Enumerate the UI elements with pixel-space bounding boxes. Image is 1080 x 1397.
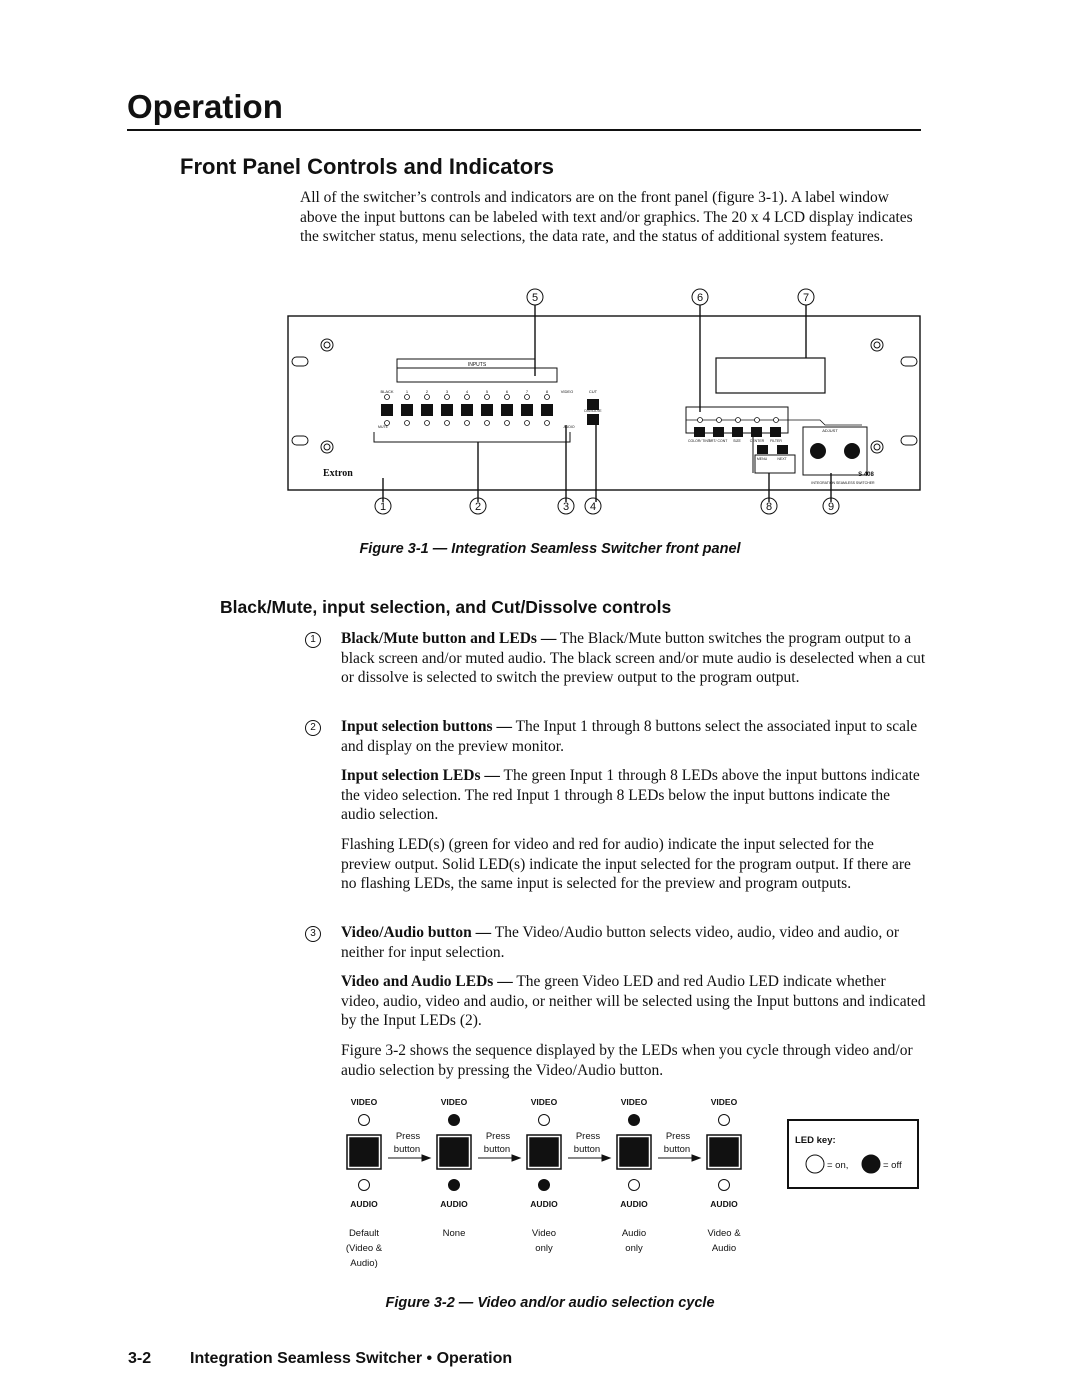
input-number-2: 2 bbox=[425, 389, 429, 394]
mute-label: MUTE bbox=[378, 425, 388, 429]
video-audio-leds-paragraph bbox=[341, 972, 926, 1031]
input-number-4: 4 bbox=[465, 389, 469, 394]
item-1-title: Black/Mute button and LEDs — bbox=[341, 630, 557, 647]
audio-label-5: AUDIO bbox=[710, 1199, 738, 1209]
section-title: Front Panel Controls and Indicators bbox=[180, 154, 555, 179]
item-1-paragraph bbox=[341, 629, 926, 688]
audio-led-4 bbox=[629, 1180, 640, 1191]
callout-7-label: 7 bbox=[802, 292, 810, 304]
adjust-button-brt-cont: BRT/ CONT bbox=[708, 439, 728, 443]
input-number-5: 5 bbox=[485, 389, 489, 394]
audio-led-5 bbox=[719, 1180, 730, 1191]
video-led-2 bbox=[449, 1115, 460, 1126]
state-3-desc-line-2: only bbox=[535, 1243, 553, 1254]
item-2-paragraph bbox=[341, 717, 926, 756]
input-number-8: 8 bbox=[545, 389, 549, 394]
extron-logo: Extron bbox=[323, 468, 353, 479]
model-description: INTEGRATION SEAMLESS SWITCHER bbox=[811, 481, 875, 485]
input-leds-text: The green Input 1 through 8 LEDs above the input buttons indicate the video selection. The red Input 1 through 8 LEDs below the input buttons indicate the audio selection. bbox=[341, 767, 920, 823]
callout-1-label: 1 bbox=[379, 501, 387, 513]
callout-4-label: 4 bbox=[589, 501, 597, 513]
page-number: 3-2 bbox=[128, 1350, 152, 1367]
button-label-4: button bbox=[663, 1144, 691, 1155]
button-label-3: button bbox=[573, 1144, 601, 1155]
callout-2-label: 2 bbox=[474, 501, 482, 513]
state-4-desc-line-2: only bbox=[625, 1243, 643, 1254]
state-1-desc-line-2: (Video & bbox=[345, 1243, 383, 1254]
state-5-desc-line-2: Audio bbox=[711, 1243, 737, 1254]
led-key-on-sample bbox=[806, 1155, 824, 1173]
next-label: NEXT bbox=[777, 457, 787, 461]
item-1-text: The Black/Mute button switches the program output to a black screen and/or muted audio. The black screen and/or mute audio is deselected when a cut or dissolve is selected to switch the preview output to the program output. bbox=[341, 630, 926, 686]
video-label-2: VIDEO bbox=[440, 1097, 468, 1107]
callout-3-label: 3 bbox=[562, 501, 570, 513]
input-number-3: 3 bbox=[445, 389, 449, 394]
adjust-button-filter: FILTER bbox=[770, 439, 782, 443]
item-2-text: The Input 1 through 8 buttons select the associated input to scale and display on the preview monitor. bbox=[341, 718, 918, 755]
inputs-label: INPUTS bbox=[467, 362, 487, 368]
callout-5-label: 5 bbox=[531, 292, 539, 304]
state-5-desc-line-1: Video & bbox=[707, 1228, 741, 1239]
black-label: BLACK bbox=[380, 389, 394, 394]
state-1-desc-line-3: Audio) bbox=[350, 1258, 378, 1269]
item-2-title: Input selection buttons — bbox=[341, 718, 512, 735]
video-led-3 bbox=[539, 1115, 550, 1126]
front-panel-figure bbox=[280, 283, 930, 518]
video-audio-leds-title: Video and Audio LEDs — bbox=[341, 973, 513, 990]
callout-9-label: 9 bbox=[827, 501, 835, 513]
video-led-4 bbox=[629, 1115, 640, 1126]
input-leds-paragraph bbox=[341, 766, 926, 825]
intro-paragraph: All of the switcher’s controls and indicators are on the front panel (figure 3-1). A label window above the input buttons can be labeled with text and/or graphics. The 20 x 4 LCD display indicates the switcher status, menu selections, the data rate, and the status of additional system features. bbox=[300, 189, 913, 245]
state-2-desc-line-1: None bbox=[442, 1228, 466, 1239]
model-label: S 408 bbox=[858, 472, 874, 478]
input-leds-title: Input selection LEDs — bbox=[341, 767, 500, 784]
led-key-off-text: = off bbox=[883, 1160, 902, 1171]
subsection-title: Black/Mute, input selection, and Cut/Dissolve controls bbox=[220, 597, 672, 617]
input-number-6: 6 bbox=[505, 389, 509, 394]
adjust-button-color-tint: COLOR/ TINT bbox=[687, 439, 711, 443]
input-number-7: 7 bbox=[525, 389, 529, 394]
press-label-1: Press bbox=[395, 1131, 421, 1142]
press-label-2: Press bbox=[485, 1131, 511, 1142]
flashing-leds-paragraph: Flashing LED(s) (green for video and red for audio) indicate the input selected for the preview output. Solid LED(s) indicate the input selected for the program output. If there are no flashing LEDs, the same input is selected for the preview and program outputs. bbox=[341, 836, 911, 892]
figure-1-caption: Figure 3-1 — Integration Seamless Switcher front panel bbox=[359, 541, 741, 557]
led-key-title: LED key: bbox=[795, 1135, 836, 1146]
led-key-on-text: = on, bbox=[827, 1160, 849, 1171]
audio-led-1 bbox=[359, 1180, 370, 1191]
state-3-desc-line-1: Video bbox=[531, 1228, 557, 1239]
audio-label-1: AUDIO bbox=[350, 1199, 378, 1209]
menu-label: MENU bbox=[756, 457, 768, 461]
dissolve-label: DISSOLVE bbox=[584, 409, 602, 413]
audio-label-4: AUDIO bbox=[620, 1199, 648, 1209]
callout-8-label: 8 bbox=[765, 501, 773, 513]
item-number-3: 3 bbox=[305, 926, 321, 942]
item-3-text: The Video/Audio button selects video, audio, video and audio, or neither for input selection. bbox=[341, 924, 900, 961]
video-label-1: VIDEO bbox=[350, 1097, 378, 1107]
video-label-5: VIDEO bbox=[710, 1097, 738, 1107]
item-number-2: 2 bbox=[305, 720, 321, 736]
video-label-3: VIDEO bbox=[530, 1097, 558, 1107]
adjust-label: ADJUST bbox=[822, 428, 838, 433]
item-number-1: 1 bbox=[305, 632, 321, 648]
press-label-4: Press bbox=[665, 1131, 691, 1142]
button-label-2: button bbox=[483, 1144, 511, 1155]
figure-reference-paragraph: Figure 3-2 shows the sequence displayed by the LEDs when you cycle through video and/or audio selection by pressing the Video/Audio button. bbox=[341, 1042, 913, 1079]
page-heading: Operation bbox=[127, 88, 283, 125]
video-label: VIDEO bbox=[560, 389, 574, 394]
footer-text: Integration Seamless Switcher • Operation bbox=[190, 1350, 513, 1367]
adjust-button-center: CENTER bbox=[749, 439, 765, 443]
item-3-paragraph bbox=[341, 923, 926, 962]
audio-label: AUDIO bbox=[563, 425, 575, 429]
audio-label-2: AUDIO bbox=[440, 1199, 468, 1209]
cut-label: CUT bbox=[588, 389, 598, 394]
button-label-1: button bbox=[393, 1144, 421, 1155]
press-label-3: Press bbox=[575, 1131, 601, 1142]
led-key-off-sample bbox=[862, 1155, 880, 1173]
callout-6-label: 6 bbox=[696, 292, 704, 304]
heading-rule bbox=[127, 129, 921, 131]
figure-2-caption: Figure 3-2 — Video and/or audio selection cycle bbox=[385, 1295, 715, 1311]
led-key bbox=[788, 1120, 918, 1188]
audio-led-2 bbox=[449, 1180, 460, 1191]
state-1-desc-line-1: Default bbox=[348, 1228, 380, 1239]
selection-cycle-figure bbox=[330, 1090, 930, 1275]
item-3-title: Video/Audio button — bbox=[341, 924, 492, 941]
adjust-button-size: SIZE bbox=[733, 439, 741, 443]
video-label-4: VIDEO bbox=[620, 1097, 648, 1107]
page-footer bbox=[128, 1350, 512, 1368]
audio-label-3: AUDIO bbox=[530, 1199, 558, 1209]
video-led-1 bbox=[359, 1115, 370, 1126]
video-audio-leds-text: The green Video LED and red Audio LED indicate whether video, audio, video and audio, or neither will be selected using the Input buttons and indicated by the Input LEDs (2). bbox=[341, 973, 926, 1029]
state-4-desc-line-1: Audio bbox=[621, 1228, 647, 1239]
input-number-1: 1 bbox=[405, 389, 409, 394]
audio-led-3 bbox=[539, 1180, 550, 1191]
video-led-5 bbox=[719, 1115, 730, 1126]
